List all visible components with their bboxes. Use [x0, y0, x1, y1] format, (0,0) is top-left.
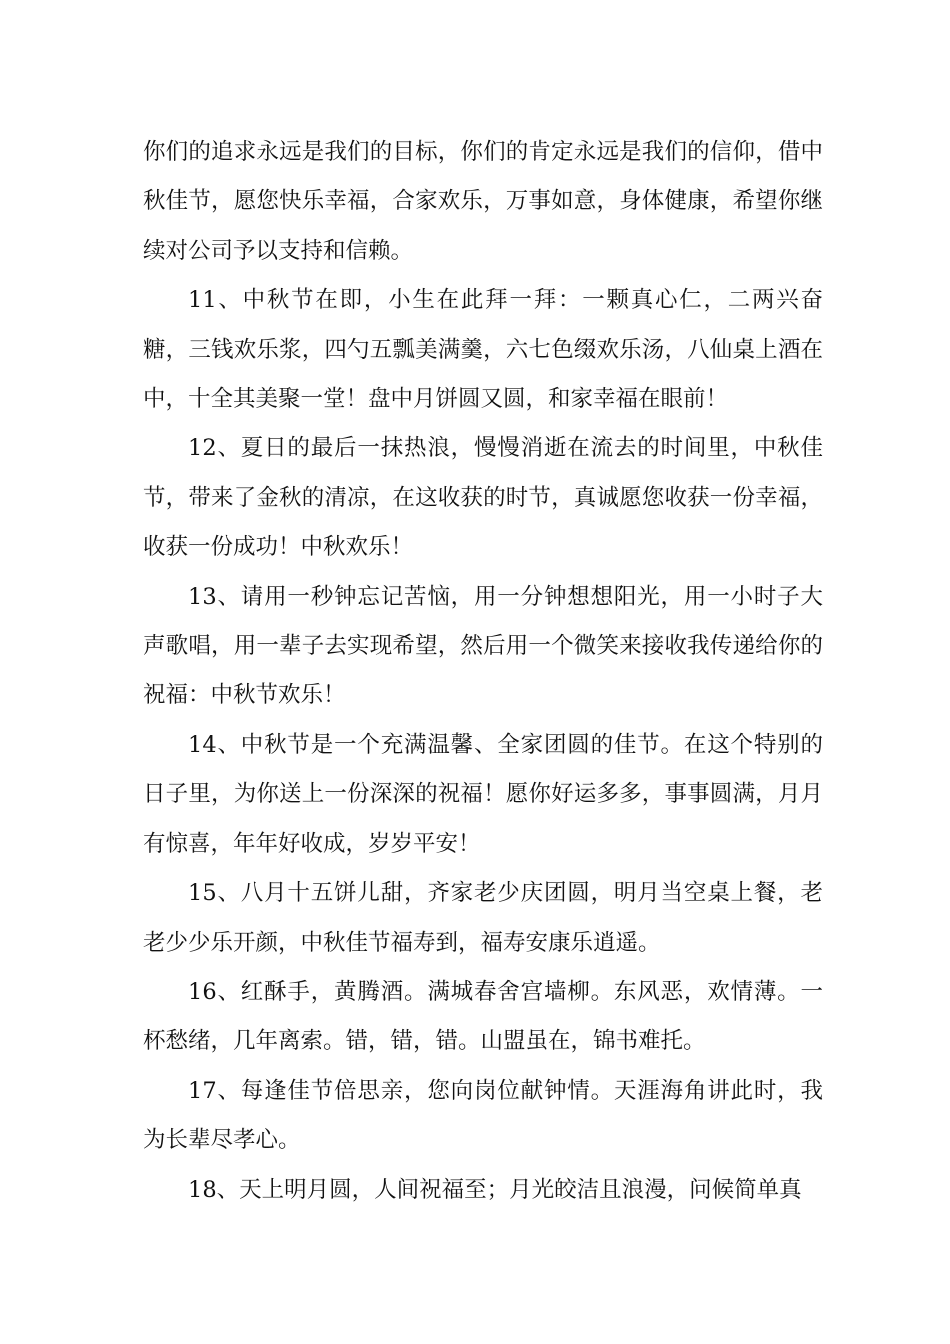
paragraph-18: 18、天上明月圆，人间祝福至；月光皎洁且浪漫，问候简单真: [188, 1176, 802, 1203]
paragraph-16: 16、红酥手，黄腾酒。满城春舍宫墙柳。东风恶，欢情薄。一杯愁绪，几年离索。错，错，错。山盟虽在，锦书难托。: [143, 978, 823, 1055]
paragraph-12: 12、夏日的最后一抹热浪，慢慢消逝在流去的时间里，中秋佳节，带来了金秋的清凉，在这收获的时节，真诚愿您收获一份幸福，收获一份成功！中秋欢乐！: [143, 435, 823, 561]
paragraph-15: 15、八月十五饼儿甜，齐家老少庆团圆，明月当空桌上餐，老老少少乐开颜，中秋佳节福寿到，福寿安康乐逍遥。: [143, 880, 823, 956]
paragraph-17: 17、每逢佳节倍思亲，您向岗位献钟情。天涯海角讲此时，我为长辈尽孝心。: [143, 1077, 823, 1154]
paragraph-13: 13、请用一秒钟忘记苦恼，用一分钟想想阳光，用一小时子大声歌唱，用一辈子去实现希望，然后用一个微笑来接收我传递给你的祝福：中秋节欢乐！: [143, 583, 823, 709]
paragraph-continued: 你们的追求永远是我们的目标，你们的肯定永远是我们的信仰，借中秋佳节，愿您快乐幸福，合家欢乐，万事如意，身体健康，希望你继续对公司予以支持和信赖。: [143, 139, 823, 264]
paragraph-11: 11、中秋节在即，小生在此拜一拜：一颗真心仁，二两兴奋糖，三钱欢乐浆，四勺五瓢美满羹，六七色缀欢乐汤，八仙桌上酒在中，十全其美聚一堂！盘中月饼圆又圆，和家幸福在眼前！: [143, 287, 823, 413]
paragraph-14: 14、中秋节是一个充满温馨、全家团圆的佳节。在这个特别的日子里，为你送上一份深深的祝福！愿你好运多多，事事圆满，月月有惊喜，年年好收成，岁岁平安！: [143, 731, 823, 857]
document-body: [143, 128, 823, 1215]
